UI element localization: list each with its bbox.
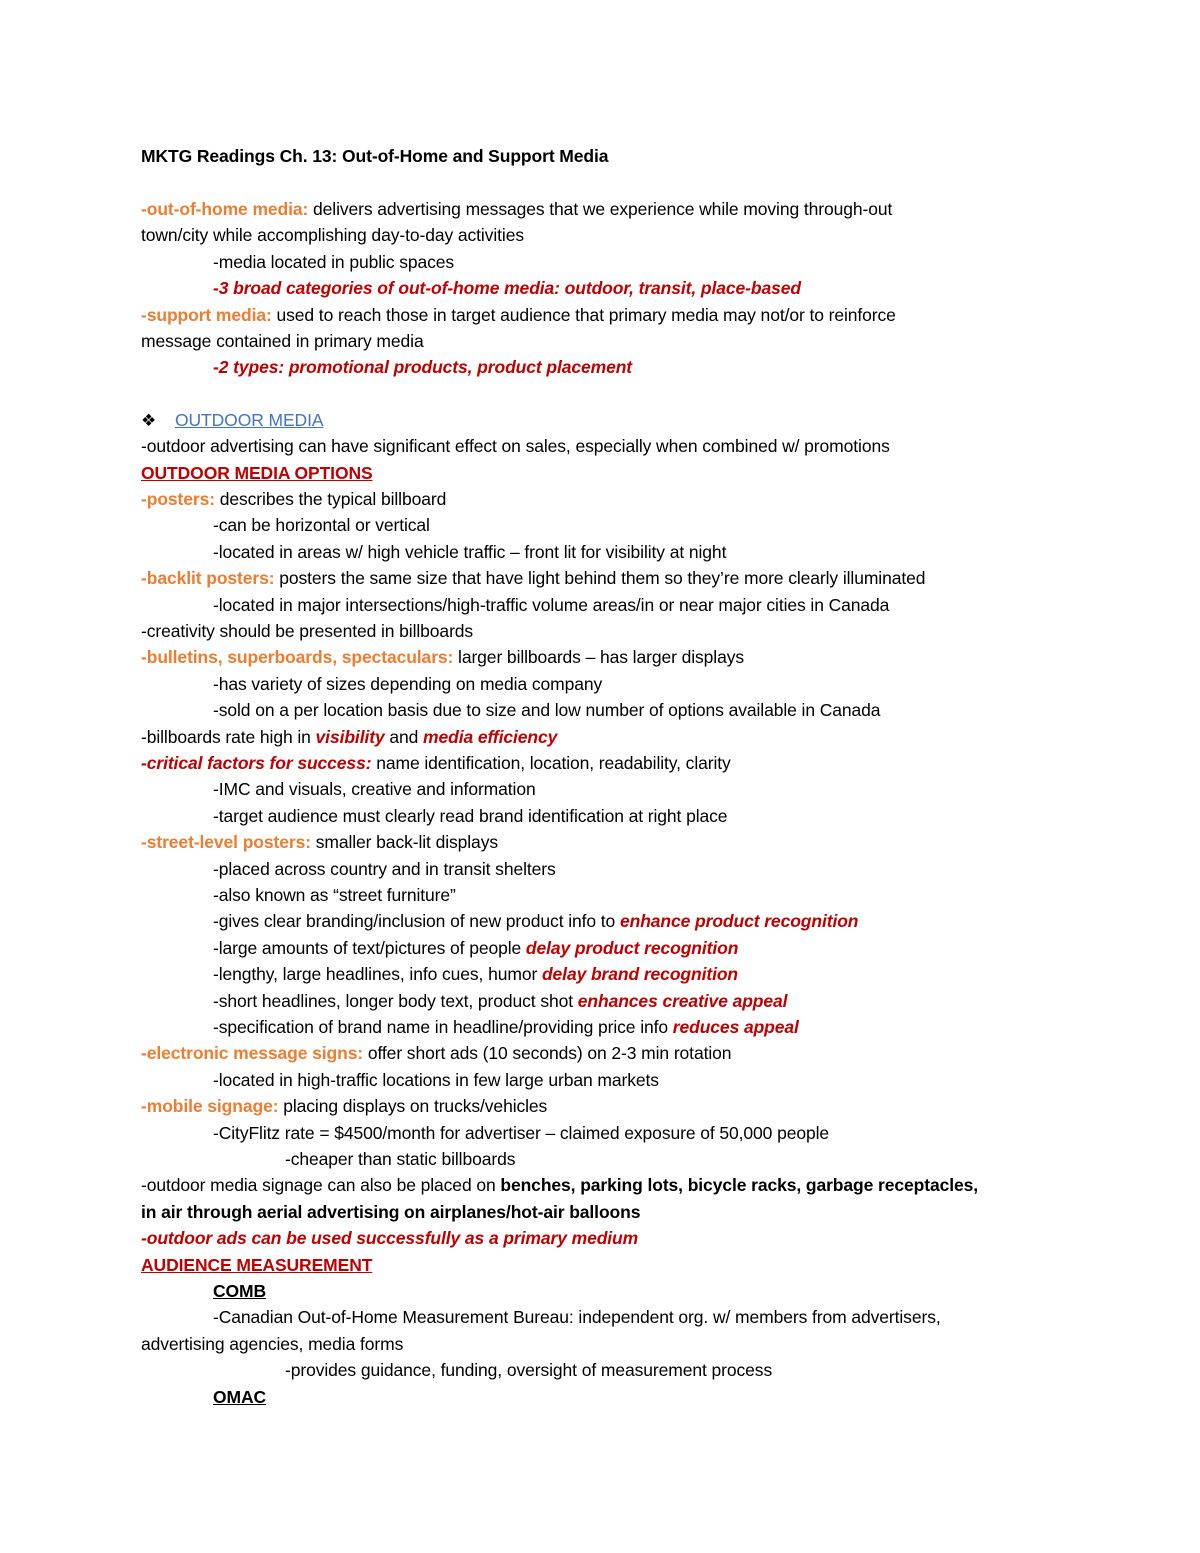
para-line [141,644,744,670]
text-run: -billboards rate high in [141,727,316,747]
para-line [141,750,731,776]
para-line: -outdoor advertising can have significant effect on sales, especially when combined w/ promotions [141,436,890,456]
bold-run: benches, parking lots, bicycle racks, garbage receptacles, [500,1175,978,1195]
term: -electronic message signs: [141,1043,364,1063]
para-line: -media located in public spaces [213,252,455,272]
para-line [213,935,738,961]
para-line: -CityFlitz rate = $4500/month for advertiser – claimed exposure of 50,000 people [213,1123,830,1143]
definition: used to reach those in target audience that primary media may not/or to reinforce [271,305,896,325]
text-run: -specification of brand name in headline/providing price info [213,1017,673,1037]
text-run: -lengthy, large headlines, info cues, humor [213,964,542,984]
highlight-line: -3 broad categories of out-of-home media: outdoor, transit, place-based [213,278,801,298]
para-line [141,196,892,222]
para-line: -has variety of sizes depending on media company [213,674,603,694]
para-line [213,908,858,934]
para-line [141,724,557,750]
para-line: -placed across country and in transit shelters [213,859,556,879]
para-line: -located in high-traffic locations in few large urban markets [213,1070,659,1090]
term: -mobile signage: [141,1096,279,1116]
para-line [141,1040,731,1066]
text-run: -gives clear branding/inclusion of new product info to [213,911,620,931]
para-line [213,961,738,987]
para-line: -also known as “street furniture” [213,885,456,905]
para-line: message contained in primary media [141,331,424,351]
term: -out-of-home media: [141,199,309,219]
diamond-bullet-icon: ❖ [141,411,157,430]
para-line: -sold on a per location basis due to size and low number of options available in Canada [213,700,881,720]
para-line: -creativity should be presented in billboards [141,621,474,641]
emphasis: enhance product recognition [619,911,859,931]
para-line [141,486,446,512]
section-heading [141,407,323,434]
page-title: MKTG Readings Ch. 13: Out-of-Home and Support Media [141,146,609,166]
definition: posters the same size that have light behind them so they’re more clearly illuminated [274,568,926,588]
definition: larger billboards – has larger displays [453,647,744,667]
para-line [141,302,896,328]
para-line [141,829,498,855]
heading-outdoor-media: OUTDOOR MEDIA [175,410,324,430]
para-line: -can be horizontal or vertical [213,515,430,535]
definition: placing displays on trucks/vehicles [278,1096,548,1116]
emphasis: delay product recognition [525,938,739,958]
term: -critical factors for success: [141,753,372,773]
heading-comb: COMB [213,1281,267,1301]
text-run: and [384,727,424,747]
emphasis: visibility [315,727,385,747]
para-line: -target audience must clearly read brand identification at right place [213,806,728,826]
para-line: -located in major intersections/high-traffic volume areas/in or near major cities in Canada [213,595,890,615]
term: -backlit posters: [141,568,275,588]
para-line: -provides guidance, funding, oversight of measurement process [285,1360,773,1380]
para-line: advertising agencies, media forms [141,1334,404,1354]
para-line [141,565,925,591]
text-run: -short headlines, longer body text, product shot [213,991,578,1011]
para-line: in air through aerial advertising on airplanes/hot-air balloons [141,1202,641,1222]
text-run: -outdoor media signage can also be placed on [141,1175,501,1195]
definition: delivers advertising messages that we experience while moving through-out [308,199,893,219]
heading-omac: OMAC [213,1387,267,1407]
heading-outdoor-options: OUTDOOR MEDIA OPTIONS [141,463,373,483]
highlight-line: -2 types: promotional products, product placement [213,357,633,377]
para-line [213,1014,799,1040]
term: -bulletins, superboards, spectaculars: [141,647,454,667]
para-line [213,988,787,1014]
term: -street-level posters: [141,832,311,852]
para-line: -located in areas w/ high vehicle traffic – front lit for visibility at night [213,542,727,562]
highlight-line: -outdoor ads can be used successfully as a primary medium [141,1228,639,1248]
emphasis: media efficiency [423,727,558,747]
para-line [141,1172,978,1198]
emphasis: delay brand recognition [541,964,739,984]
heading-audience-measurement: AUDIENCE MEASUREMENT [141,1255,373,1275]
definition: describes the typical billboard [214,489,447,509]
text-run: -large amounts of text/pictures of people [213,938,526,958]
term: -support media: [141,305,272,325]
para-line: -Canadian Out-of-Home Measurement Bureau: independent org. w/ members from advertisers, [213,1307,941,1327]
para-line: town/city while accomplishing day-to-day activities [141,225,524,245]
definition: name identification, location, readability, clarity [371,753,731,773]
para-line [141,1093,547,1119]
definition: smaller back-lit displays [310,832,498,852]
emphasis: enhances creative appeal [577,991,788,1011]
definition: offer short ads (10 seconds) on 2-3 min rotation [363,1043,732,1063]
para-line: -IMC and visuals, creative and information [213,779,536,799]
emphasis: reduces appeal [672,1017,799,1037]
term: -posters: [141,489,215,509]
para-line: -cheaper than static billboards [285,1149,516,1169]
